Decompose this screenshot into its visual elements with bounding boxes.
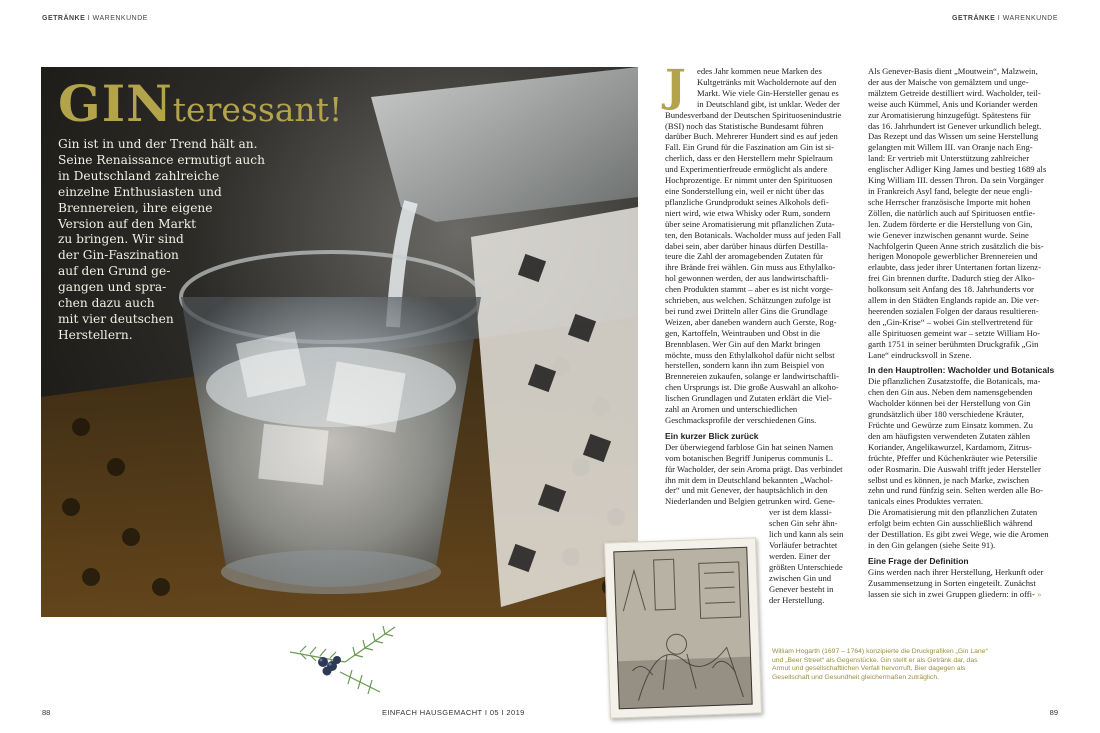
- publication-info: EINFACH HAUSGEMACHT I 05 I 2019: [382, 708, 525, 717]
- col2-paragraph-2: [868, 376, 1060, 551]
- continue-arrow-icon: »: [1037, 588, 1042, 599]
- body-column-2: [868, 66, 1060, 600]
- col2-paragraph-1: [868, 66, 1060, 360]
- text-line: früchte, Pfeffer und Küchenkräuter wie Petersilie: [868, 452, 1038, 463]
- intro-line: Gin ist in und der Trend hält an.: [58, 137, 258, 151]
- text-line: Zusammensetzung in Sorten eingeteilt. Zunächst: [868, 577, 1036, 588]
- text-line: Fall. Ein Grund für die Faszination am Gin ist si-: [665, 142, 834, 153]
- intro-line: mit vier deutschen: [58, 311, 174, 326]
- article-title: [58, 74, 342, 133]
- text-line: erfolgt beim echten Gin ausschließlich während: [868, 518, 1033, 529]
- text-line: ten, den Botanicals. Wacholder muss auf jeden Fall: [665, 229, 841, 240]
- text-line: zehn und rund fünfzig sein. Selten werden alle Bo-: [868, 485, 1043, 496]
- text-line: niert wird, wie etwa Whisky oder Rum, sondern: [665, 207, 831, 218]
- text-line: cherlich, dass er den Herstellern mehr Spielraum: [665, 153, 833, 164]
- caption-line: Armut und gesellschaftlichen Verfall hervorruft, Bier dagegen als: [772, 665, 966, 673]
- text-line: Weizen, aber daneben wandern auch Gerste, Rog-: [665, 316, 837, 327]
- page-number-left: 88: [42, 708, 51, 717]
- text-line: gelangten mit Willem III. van Oranje nach Eng-: [868, 142, 1033, 153]
- text-line: chen den Gin aus. Neben dem namensgebenden: [868, 387, 1033, 398]
- intro-line: der Gin-Faszination: [58, 248, 179, 263]
- intro-line: auf den Grund ge-: [58, 264, 171, 279]
- section-label: GETRÄNKE: [952, 15, 996, 22]
- text-line: gen, Kartoffeln, Weintrauben und Obst in die: [665, 327, 821, 338]
- text-line: edes Jahr kommen neue Marken des: [697, 66, 822, 76]
- text-line: in Frankreich Asyl fand, belegte der neue engli-: [868, 185, 1033, 196]
- text-line: ver ist dem klassi-: [769, 507, 832, 518]
- text-line: chen Ursprungs ist. Die große Auswahl an alkoho-: [665, 382, 839, 393]
- text-line: Brennblasen. Wer Gin auf den Markt bringen: [665, 338, 821, 349]
- text-line: der aus der Maische von gemälztem und unge-: [868, 76, 1029, 87]
- text-line: größten Unterschiede: [769, 561, 843, 572]
- text-line: bei rund zwei Dritteln aller Gins die Grundlage: [665, 305, 828, 316]
- text-line: oder Rosmarin. Die Auswahl trifft jeder Hersteller: [868, 463, 1041, 474]
- text-line: lischen Grundlagen und Zutaten erklärt die Viel-: [665, 393, 832, 404]
- text-line: der Destillation. Es gibt zwei Wege, wie die Aromen: [868, 529, 1049, 540]
- text-line: Die pflanzlichen Zusatzstoffe, die Botanicals, ma-: [868, 376, 1041, 387]
- intro-line: zu bringen. Wir sind: [58, 232, 184, 247]
- text-line: Niederlanden und Belgien getrunken wird. Gene-: [665, 496, 835, 507]
- text-line: Geschmacksprofile der verschiedenen Gins.: [665, 415, 817, 425]
- text-line: englischer Adliger King James und bestieg 1689 als: [868, 164, 1047, 175]
- title-rest: teressant!: [172, 90, 343, 129]
- text-line: heerenden sozialen Folgen der daraus resultieren-: [868, 305, 1039, 316]
- text-line: in den Gin gelangen (siehe Seite 91).: [868, 539, 996, 550]
- text-line: und Experimentierfreude ermöglicht als andere: [665, 164, 828, 175]
- text-line: das 16. Jahrhundert ist Genever urkundlich belegt.: [868, 120, 1042, 131]
- caption-line: William Hogarth (1697 – 1764) konzipierte die Druckgrafiken „Gin Lane“: [772, 648, 988, 655]
- text-line: Markt. Wie viele Gin-Hersteller genau es: [697, 87, 839, 98]
- text-line: erlaubte, dass jeder ihrer Untertanen fortan lizenz-: [868, 262, 1041, 273]
- text-line: Brennereien zukaufen, solange er landwirtschaftli-: [665, 371, 839, 382]
- text-line: darüber Buch. Mehrerer Hundert sind es auf jeden: [665, 131, 838, 142]
- subsection-label: WARENKUNDE: [1002, 15, 1058, 22]
- text-line: lich und kann als sein: [769, 529, 844, 540]
- text-line: dabei sein, aber darüber hinaus dürfen Destilla-: [665, 240, 828, 251]
- text-line: zur Aromatisierung hinzugefügt. Spätestens für: [868, 109, 1031, 120]
- text-line: selbst und es können, je nach Marke, zwischen: [868, 474, 1030, 485]
- text-line: alle Spirituosen gemeint war – setzte William Ho-: [868, 327, 1041, 338]
- text-line: schen Gin sehr ähn-: [769, 518, 838, 529]
- body-column-1: [665, 61, 855, 605]
- text-line: grundsätzlich über 180 verschiedene Kräuter,: [868, 409, 1024, 420]
- page-number-right: 89: [1049, 708, 1058, 717]
- text-line: für Wacholder, der sein Aroma prägt. Das verbindet: [665, 463, 843, 474]
- text-line: eine Sonderstellung ein, weil er nicht über das: [665, 185, 824, 196]
- text-line: mälztem Getreide destilliert wird. Wacholder, teil-: [868, 87, 1041, 98]
- text-line: in Deutschland gibt, ist unklar. Weder der: [697, 98, 840, 109]
- text-line: schrieben, aus welchen. Schätzungen zufolge ist: [665, 295, 831, 306]
- col2-paragraph-3: [868, 567, 1060, 600]
- text-line: pflanzliche Grundprodukt seines Alkohols defi-: [665, 196, 829, 207]
- text-line: der Herstellung.: [769, 594, 825, 605]
- text-line: der“ und mit Genever, der hauptsächlich in den: [665, 485, 828, 496]
- text-line: sche Herrscher französische Importe mit hohen: [868, 196, 1031, 207]
- text-line: Der überwiegend farblose Gin hat seinen Namen: [665, 441, 833, 452]
- text-line: Lane“ eindrucksvoll in Szene.: [868, 349, 972, 360]
- juniper-sprig-illustration: [285, 622, 405, 706]
- text-line: Das Rezept und das Wissen um seine Herstellung: [868, 131, 1039, 142]
- intro-line: Herstellern.: [58, 327, 133, 342]
- subheading: Eine Frage der Definition: [868, 555, 969, 566]
- text-line: über seine Aromatisierung mit pflanzlichen Zuta-: [665, 218, 835, 229]
- separator: I: [87, 15, 91, 22]
- intro-line: Version auf den Markt: [58, 216, 197, 231]
- text-line: Genever besteht in: [769, 583, 834, 594]
- text-line: werden. Einer der: [769, 550, 831, 561]
- text-line: herstellen, sondern kann ihn zum Beispiel von: [665, 360, 825, 371]
- text-line: hol gewonnen werden, der aus landwirtschaftli-: [665, 273, 829, 284]
- caption-line: Gesellschaft und Gesundheit gleichermaßen zuträglich.: [772, 673, 939, 681]
- text-line: Koriander, Angelikawurzel, Kardamom, Zitrus-: [868, 441, 1032, 452]
- drop-cap: J: [665, 61, 686, 112]
- text-line: Zöllen, die natürlich auch auf Spirituosen entfie-: [868, 207, 1036, 218]
- col1-paragraph-1: [665, 61, 855, 426]
- text-line: weise auch Kümmel, Anis und Koriander werden: [868, 98, 1038, 109]
- subsection-label: WARENKUNDE: [92, 15, 148, 22]
- text-line: (BSI) noch das Statistische Bundesamt führen: [665, 120, 824, 131]
- image-caption: [772, 648, 1032, 682]
- text-line: lassen sie sich in zwei Gruppen gliedern: in offi- »: [868, 588, 1042, 599]
- title-gin: GIN: [58, 74, 173, 133]
- running-head-right: [952, 15, 1058, 22]
- text-line: frei Gin brennen durfte. Dadurch stieg der Alko-: [868, 273, 1035, 284]
- intro-line: Seine Renaissance ermutigt auch: [58, 152, 265, 167]
- subheading: In den Hauptrollen: Wacholder und Botanicals: [868, 365, 1055, 376]
- intro-line: chen dazu auch: [58, 296, 155, 311]
- text-line: Die Aromatisierung mit den pflanzlichen Zutaten: [868, 507, 1038, 518]
- text-line: ihn mit dem in Deutschland bekannten „Wachol-: [665, 474, 833, 485]
- hogarth-gin-lane-engraving: [604, 537, 762, 718]
- intro-line: einzelne Enthusiasten und: [58, 184, 222, 199]
- text-line: herigen Monopole gewerblicher Brennereien und: [868, 251, 1038, 262]
- text-line: Wacholder können bei der Herstellung von Gin: [868, 398, 1031, 409]
- text-line: Hochprozentige. Er nimmt unter den Spirituosen: [665, 175, 833, 186]
- intro-line: gangen und spra-: [58, 280, 167, 295]
- text-line: vom botanischen Begriff Juniperus communis L.: [665, 452, 833, 463]
- text-line: allem in den Städten Englands rapide an. Die ver-: [868, 295, 1039, 306]
- intro-line: Brennereien, ihre eigene: [58, 200, 213, 215]
- text-line: ihre Brände frei wählen. Gin muss aus Ethylalko-: [665, 262, 836, 273]
- caption-line: und „Beer Street“ als Gegenstücke. Gin stellt er als Getränk dar, das: [772, 656, 978, 664]
- intro-line: in Deutschland zahlreiche: [58, 168, 220, 183]
- text-line: Gins werden nach ihrer Herstellung, Herkunft oder: [868, 566, 1044, 577]
- text-line: len. Zudem förderte er die Herstellung von Gin,: [868, 218, 1033, 229]
- text-line: zahl an Aromen und unterschiedlichen: [665, 404, 798, 415]
- text-line: wie Genever inzwischen genannt wurde. Seine: [868, 229, 1029, 240]
- running-head-left: [42, 15, 148, 22]
- text-line: Früchte und Gewürze zum Einsatz kommen. Zu: [868, 420, 1033, 430]
- text-line: Bundesverband der Deutschen Spirituosenindustrie: [665, 109, 842, 120]
- text-line: chen Produkten stammt – aber es ist nicht vorge-: [665, 284, 833, 295]
- text-line: land: Er vertrieb mit Unterstützung zahlreicher: [868, 153, 1030, 164]
- text-line: den „Gin-Krise“ – wobei Gin stellvertretend für: [868, 316, 1033, 327]
- text-line: Kultgetränks mit Wacholdernote auf den: [697, 76, 837, 87]
- separator: I: [997, 15, 1001, 22]
- text-line: den am häufigsten verwendeten Zutaten zählen: [868, 430, 1031, 441]
- text-line: King William III. dessen Thron. Da sein Vorgänger: [868, 175, 1044, 186]
- text-line: zwischen Gin und: [769, 572, 832, 583]
- text-line: Vorläufer betrachtet: [769, 539, 838, 550]
- subheading: Ein kurzer Blick zurück: [665, 430, 759, 441]
- text-line: tanicals eines Produktes verraten.: [868, 496, 984, 507]
- text-line: garth 1751 in seiner berühmten Druckgrafik „Gin: [868, 338, 1039, 349]
- text-line: holkonsum seit Anfang des 18. Jahrhunderts vor: [868, 284, 1034, 295]
- intro-text: [58, 137, 265, 344]
- text-line: Nachfolgerin Queen Anne strich zusätzlich die bis-: [868, 240, 1044, 251]
- text-line: Als Genever-Basis dient „Moutwein“, Malzwein,: [868, 66, 1038, 76]
- text-line: möchte, muss den Ethylalkohol dafür nicht selbst: [665, 349, 835, 360]
- col1-paragraph-2: [665, 442, 855, 507]
- section-label: GETRÄNKE: [42, 15, 86, 22]
- text-line: teure die Zahl der aromagebenden Zutaten für: [665, 251, 823, 262]
